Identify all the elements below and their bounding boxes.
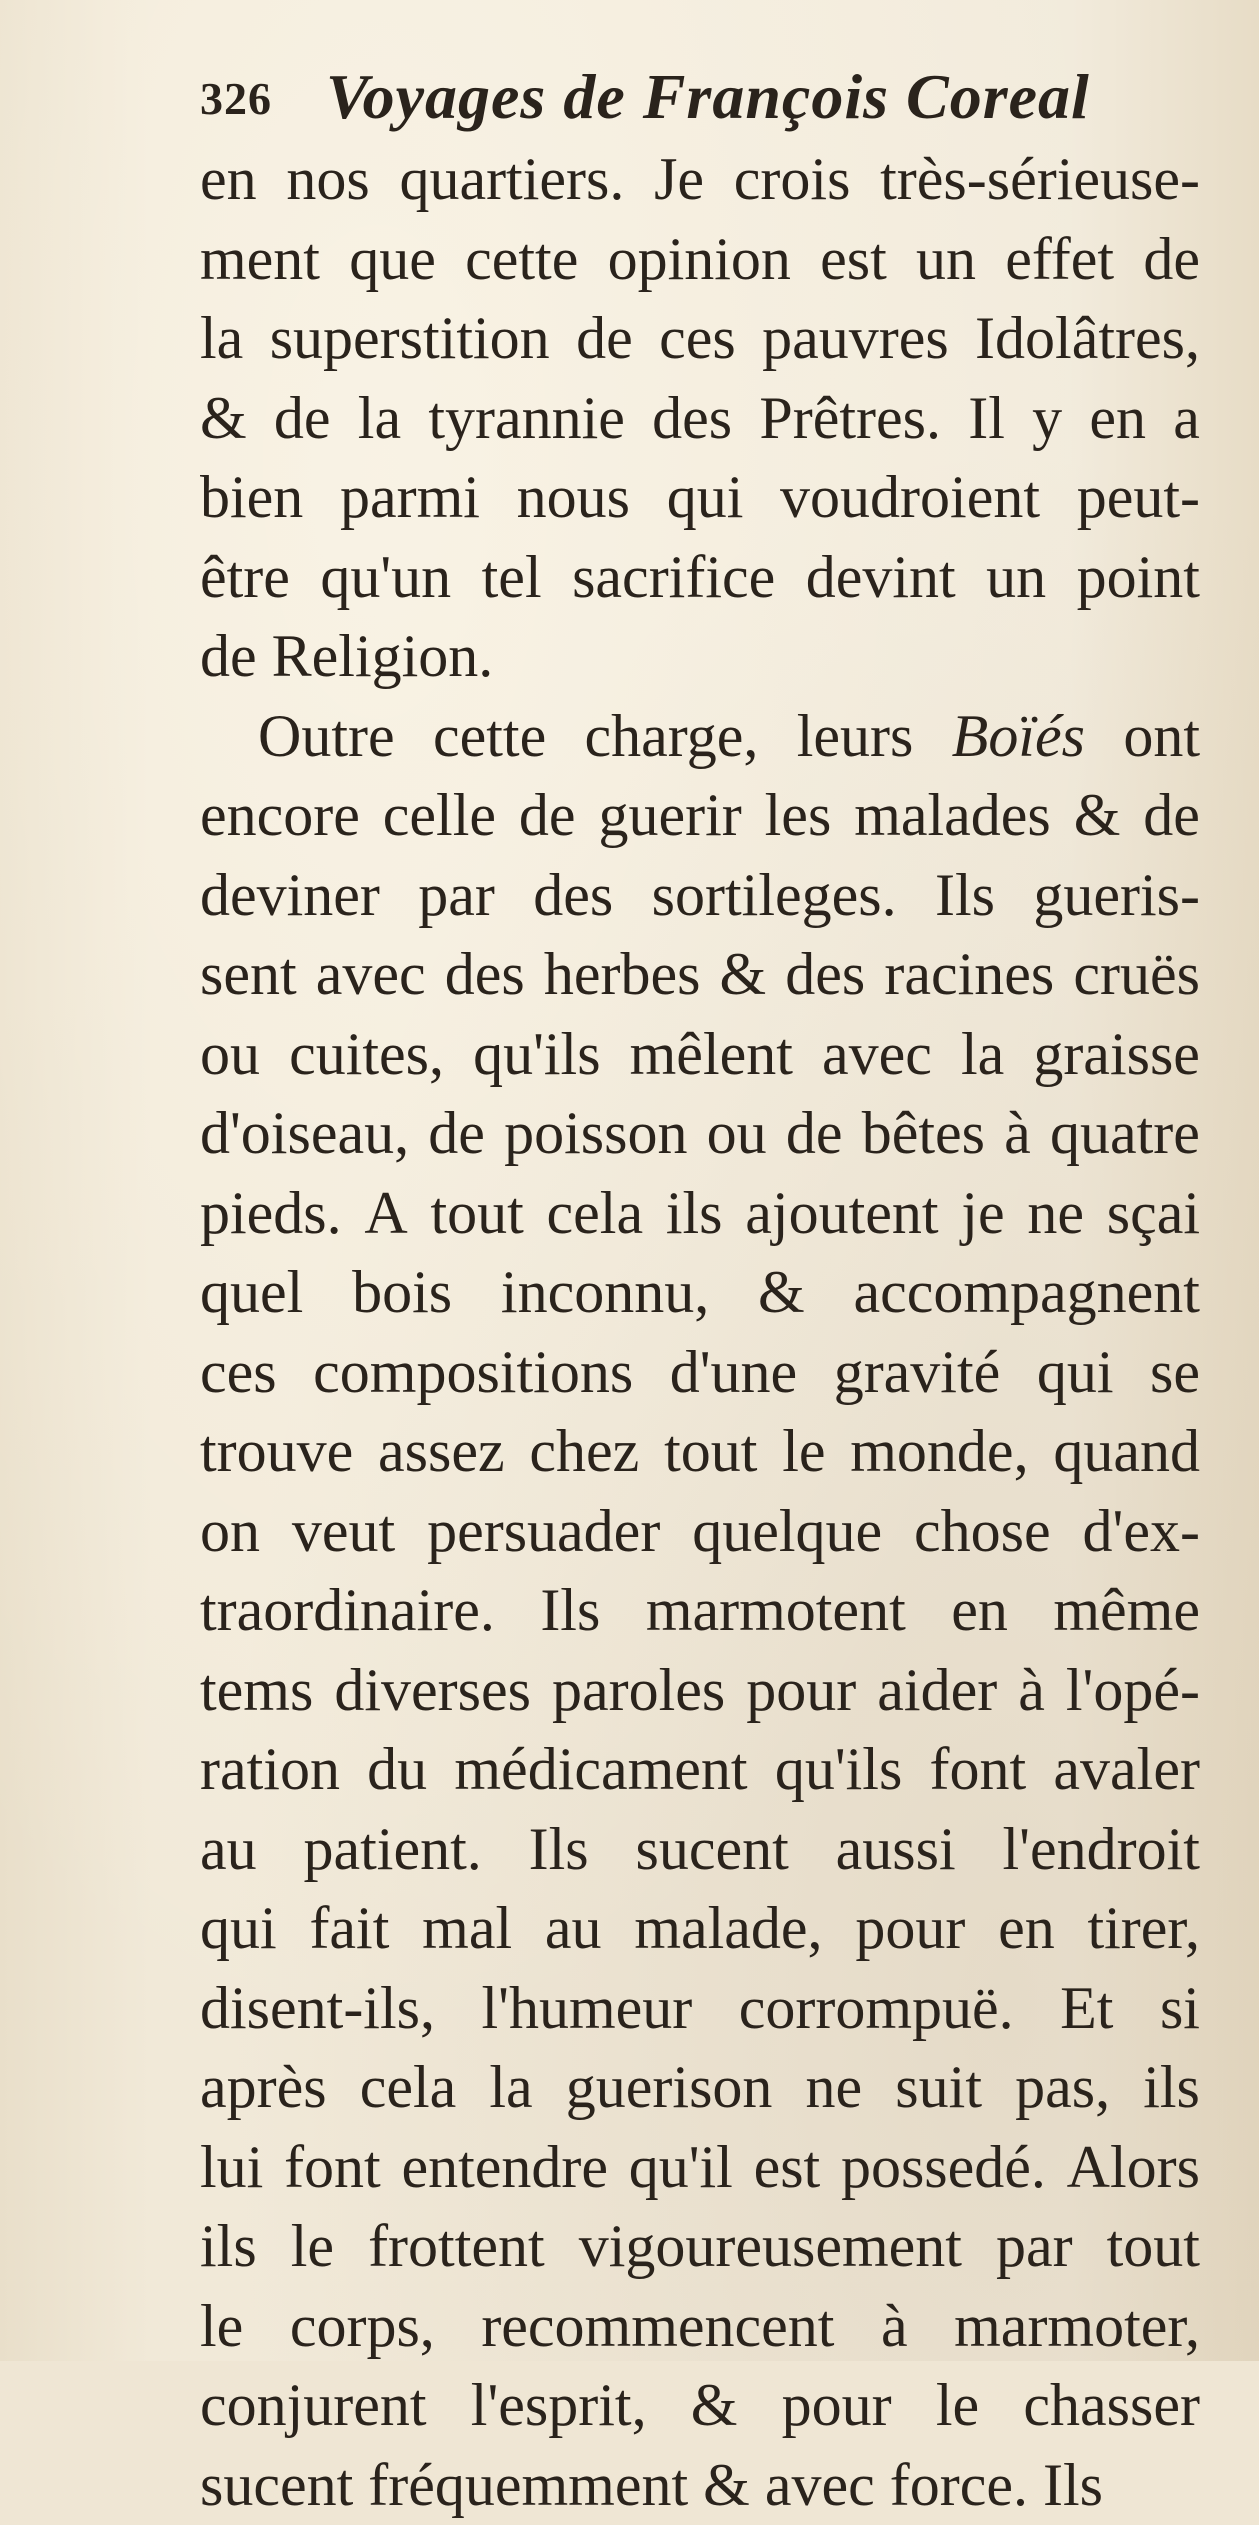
word: à [1018,1651,1045,1731]
word: Boïés [952,697,1085,777]
word: qu'il [629,2128,733,2208]
word: quatre [1050,1094,1200,1174]
word: nos [286,140,369,220]
word: des [533,856,613,936]
text-line [200,617,1200,697]
word: cela [360,2048,457,2128]
word: font [284,2128,381,2208]
word: le [782,1412,825,1492]
word: font [930,1730,1027,1810]
page-number: 326 [200,72,272,125]
word: très-sérieuse- [880,140,1200,220]
word: & [720,935,767,1015]
word: devint [806,538,956,618]
word: Idolâtres, [975,299,1200,379]
word: au [200,1810,257,1890]
word: l'opé- [1066,1651,1200,1731]
word: le [936,2366,979,2446]
word: en [200,140,257,220]
text-line [200,1174,1200,1254]
text-line [200,1651,1200,1731]
word: gueris- [1033,856,1200,936]
word: à [1004,1094,1031,1174]
word: marmoter, [954,2287,1200,2367]
word: racines [884,935,1054,1015]
word: qu'un [320,538,451,618]
word: deviner [200,856,380,936]
word: par [418,856,495,936]
text-line [200,856,1200,936]
word: à [881,2287,908,2367]
word: guerir [598,776,741,856]
word: peut- [1077,458,1200,538]
text-line [200,220,1200,300]
word: des [445,935,525,1015]
word: persuader [427,1492,660,1572]
word: pieds. [200,1174,342,1254]
word: effet [1005,220,1114,300]
word: en [1089,379,1146,459]
word: ou [707,1094,767,1174]
word: conjurent [200,2366,427,2446]
word: de [274,379,331,459]
word: l'esprit, [471,2366,647,2446]
word: Je [654,140,704,220]
paragraph-2 [200,697,1200,2525]
word: le [291,2207,334,2287]
word: sent [200,935,297,1015]
word: quel [200,1253,303,1333]
word: avec [822,1015,932,1095]
word: fait [309,1889,389,1969]
text-line [200,2128,1200,2208]
word: A [364,1174,407,1254]
word: pour [855,1889,965,1969]
word: la [961,1015,1004,1095]
word: quand [1053,1412,1200,1492]
word: poisson [504,1094,687,1174]
word: ils [1143,2048,1200,2128]
word: bêtes [862,1094,985,1174]
word: Ils [935,856,995,936]
word: sortileges. [652,856,897,936]
text-line [200,140,1200,220]
word: Prêtres. [759,379,941,459]
word: de [428,1094,485,1174]
word: ils [666,1174,723,1254]
word: avec [316,935,426,1015]
word: cela [547,1174,644,1254]
word: cuites, [289,1015,444,1095]
word: voudroient [780,458,1040,538]
word: tout [430,1174,523,1254]
word: superstition [270,299,550,379]
text-line [200,1571,1200,1651]
word: & [1074,776,1121,856]
word: diverses [334,1651,531,1731]
word: de [576,299,633,379]
word: trouve [200,1412,353,1492]
word: & [691,2366,738,2446]
word: gravité [834,1333,1001,1413]
text-line [200,776,1200,856]
word: point [1077,538,1200,618]
word: même [1053,1571,1200,1651]
word: monde, [850,1412,1028,1492]
word: ils [200,2207,257,2287]
text-line [200,935,1200,1015]
text-line [200,697,1200,777]
text-line [200,1333,1200,1413]
word: recommencent [481,2287,834,2367]
paragraph-1 [200,140,1200,697]
word: & [758,1253,805,1333]
word: de [200,617,257,697]
word: de [1143,220,1200,300]
word: corrompuë. [739,1969,1014,2049]
text-line [200,1889,1200,1969]
text-line [200,1015,1200,1095]
word: crois [734,140,851,220]
word: cette [465,220,578,300]
word: bois [352,1253,452,1333]
word: Il [968,379,1005,459]
word: possedé. [841,2128,1046,2208]
text-line [200,2287,1200,2367]
text-line [200,1253,1200,1333]
text-line [200,538,1200,618]
word: marmotent [646,1571,906,1651]
word: des [785,935,865,1015]
word: celle [383,776,496,856]
word: les [765,776,832,856]
word: qu'ils [775,1730,903,1810]
word: tel [482,538,542,618]
word: tyrannie [428,379,625,459]
word: être [200,538,290,618]
word: bien [200,458,303,538]
word: patient. [304,1810,482,1890]
word: nous [517,458,630,538]
word: par [996,2207,1073,2287]
word: tout [664,1412,757,1492]
word: chose [914,1492,1051,1572]
word: inconnu, [501,1253,709,1333]
word: au [545,1889,602,1969]
running-head [200,60,1100,140]
word: on [200,1492,260,1572]
word: frottent [368,2207,545,2287]
word: tout [1107,2207,1200,2287]
text-line [200,1492,1200,1572]
word: qui [667,458,744,538]
word: est [820,220,887,300]
word: mêlent [630,1015,793,1095]
word: ces [659,299,736,379]
word: sucent [200,2446,353,2525]
word: parmi [340,458,480,538]
text-line [200,458,1200,538]
word: malades [854,776,1051,856]
word: ajoutent [745,1174,938,1254]
text-line [200,1730,1200,1810]
word: pour [782,2366,892,2446]
word: qui [200,1889,277,1969]
word: avaler [1053,1730,1200,1810]
word: l'humeur [481,1969,692,2049]
word: & [200,379,247,459]
word: sçai [1107,1174,1200,1254]
word: Outre [258,697,395,777]
word: ou [200,1015,260,1095]
word: est [754,2128,821,2208]
word: Ils [529,1810,589,1890]
word: qui [1037,1333,1114,1413]
text-line [200,1412,1200,1492]
word: encore [200,776,360,856]
text-line [200,1094,1200,1174]
word: d'ex- [1083,1492,1200,1572]
word: charge, [585,697,759,777]
word: d'oiseau, [200,1094,409,1174]
word: qu'ils [473,1015,601,1095]
word: Religion. [272,617,494,697]
word: de [786,1094,843,1174]
word: de [519,776,576,856]
word: ont [1123,697,1200,777]
word: y [1032,379,1062,459]
word: Alors [1067,2128,1200,2208]
word: ces [200,1333,277,1413]
word: pas, [1015,2048,1110,2128]
running-title: Voyages de François Coreal [326,60,1090,134]
word: paroles [552,1651,725,1731]
word: opinion [608,220,791,300]
word: du [367,1730,427,1810]
word: guerison [566,2048,773,2128]
word: cette [433,697,546,777]
word: des [652,379,732,459]
word: la [358,379,401,459]
word: ration [200,1730,340,1810]
word: graisse [1033,1015,1200,1095]
word: en [998,1889,1055,1969]
word: pauvres [762,299,949,379]
text-line [200,1810,1200,1890]
word: en [951,1571,1008,1651]
word: tirer, [1087,1889,1200,1969]
word: aider [877,1651,997,1731]
word: je [961,1174,1004,1254]
word: & [703,2446,750,2525]
word: se [1150,1333,1200,1413]
text-line [200,2048,1200,2128]
word: la [489,2048,532,2128]
word: aussi [836,1810,956,1890]
word: accompagnent [853,1253,1200,1333]
word: la [200,299,243,379]
word: fréquemment [368,2446,688,2525]
word: l'endroit [1003,1810,1200,1890]
word: Ils [1043,2446,1103,2525]
text-line [200,2207,1200,2287]
word: de [1143,776,1200,856]
word: malade, [634,1889,822,1969]
word: corps, [290,2287,435,2367]
word: pour [746,1651,856,1731]
text-line [200,2446,1200,2525]
word: le [200,2287,243,2367]
word: chez [529,1412,639,1492]
word: ne [1027,1174,1084,1254]
word: médicament [454,1730,747,1810]
word: Ils [540,1571,600,1651]
word: lui [200,2128,263,2208]
word: mal [422,1889,512,1969]
text-line [200,1969,1200,2049]
word: quelque [692,1492,882,1572]
word: sucent [636,1810,789,1890]
word: compositions [313,1333,633,1413]
word: traordinaire. [200,1571,495,1651]
word: tems [200,1651,313,1731]
word: herbes [544,935,701,1015]
word: sacrifice [572,538,775,618]
word: après [200,2048,327,2128]
word: quartiers. [399,140,624,220]
word: d'une [670,1333,797,1413]
word: force. [890,2446,1028,2525]
word: que [349,220,436,300]
word: entendre [401,2128,608,2208]
word: un [986,538,1046,618]
text-line [200,2366,1200,2446]
word: chasser [1023,2366,1200,2446]
word: si [1160,1969,1200,2049]
word: Et [1060,1969,1113,2049]
word: ne [806,2048,863,2128]
word: a [1173,379,1200,459]
word: leurs [797,697,914,777]
word: assez [378,1412,505,1492]
word: veut [292,1492,395,1572]
word: suit [895,2048,982,2128]
word: cruës [1073,935,1200,1015]
word: avec [765,2446,875,2525]
word: un [916,220,976,300]
text-line [200,379,1200,459]
word: disent-ils, [200,1969,435,2049]
word: ment [200,220,320,300]
body-text [200,140,1200,2525]
word: vigoureusement [579,2207,962,2287]
text-line [200,299,1200,379]
